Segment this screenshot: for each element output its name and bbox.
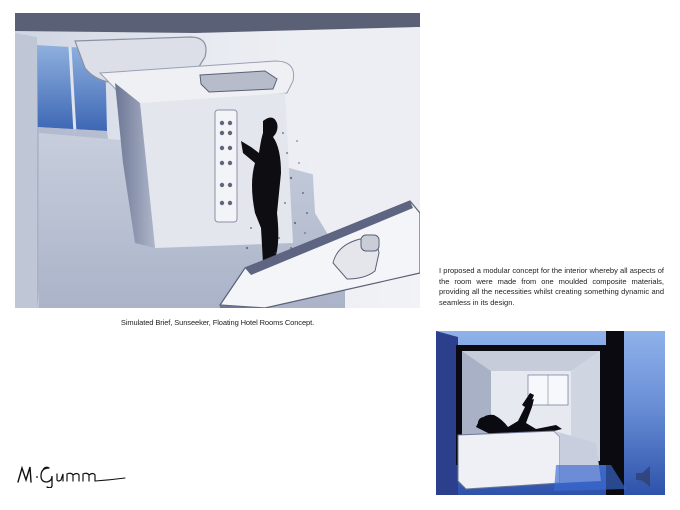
designer-signature bbox=[15, 462, 130, 488]
image-caption: Simulated Brief, Sunseeker, Floating Hotel Rooms Concept. bbox=[120, 318, 315, 327]
speaker-icon[interactable] bbox=[636, 468, 658, 490]
concept-description: I proposed a modular concept for the interior whereby all aspects of the room were made from one moulded composite materials, providing all the necessities whilst creating something dynamic and seamless in its design. bbox=[439, 266, 664, 307]
shower-room-render bbox=[15, 13, 420, 308]
bathtub-render bbox=[436, 331, 665, 495]
